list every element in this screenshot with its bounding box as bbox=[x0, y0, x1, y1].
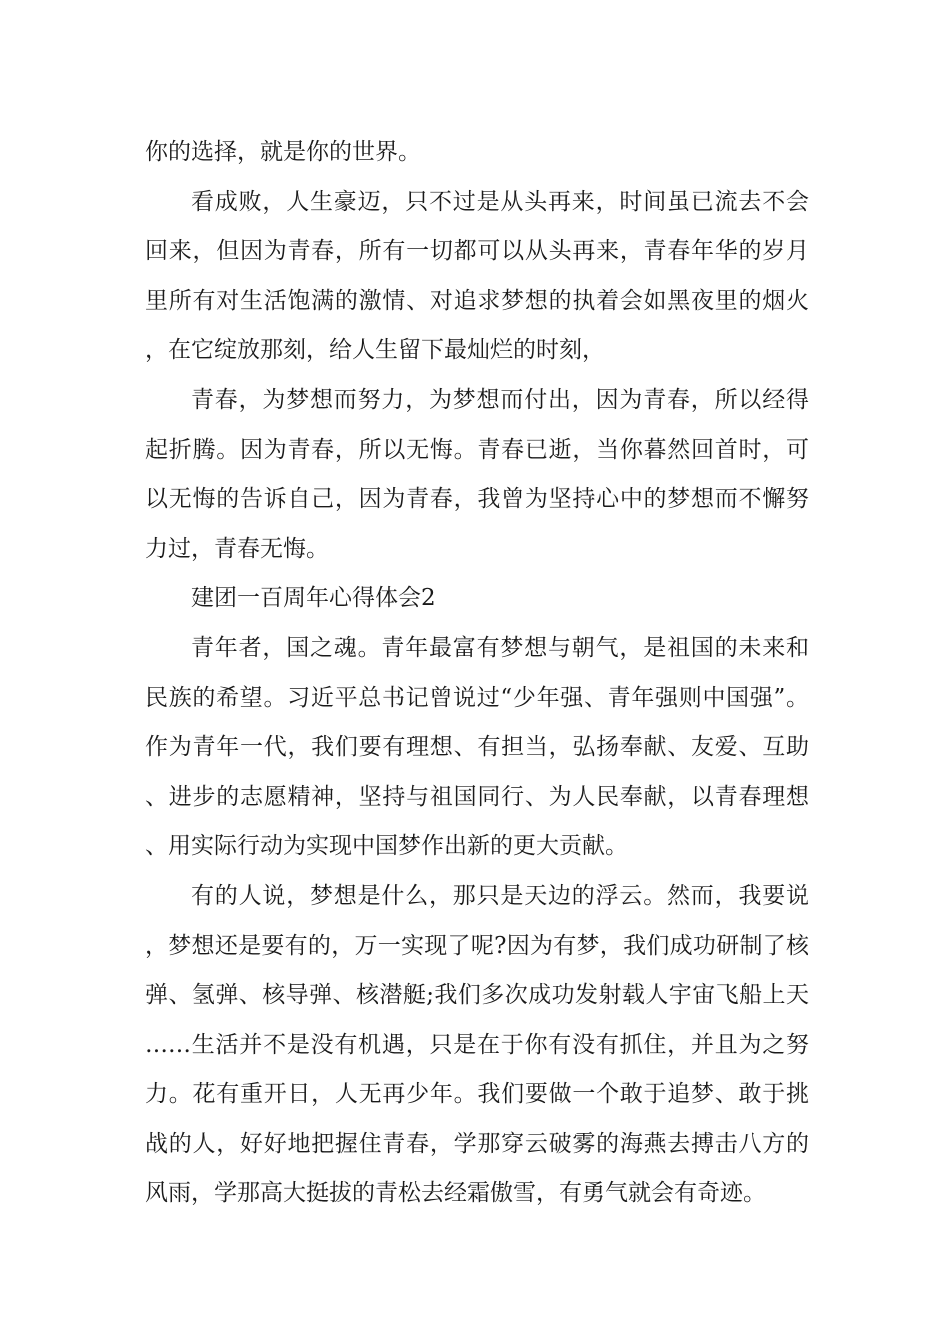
paragraph-5: 有的人说，梦想是什么，那只是天边的浮云。然而，我要说，梦想还是要有的，万一实现了呢?因为有梦，我们成功研制了核弹、氢弹、核导弹、核潜艇;我们多次成功发射载人宇宙飞船上天……生活并不是没有机遇，只是在于你有没有抓住，并且为之努力。花有重开日，人无再少年。我们要做一个敢于追梦、敢于挑战的人，好好地把握住青春，学那穿云破雾的海燕去搏击八方的风雨，学那高大挺拔的青松去经霜傲雪，有勇气就会有奇迹。 bbox=[145, 882, 809, 1207]
paragraph-4: 青年者，国之魂。青年最富有梦想与朝气，是祖国的未来和民族的希望。习近平总书记曾说过“少年强、青年强则中国强”。作为青年一代，我们要有理想、有担当，弘扬奉献、友爱、互助、进步的志愿精神，坚持与祖国同行、为人民奉献，以青春理想、用实际行动为实现中国梦作出新的更大贡献。 bbox=[145, 634, 809, 860]
section-heading: 建团一百周年心得体会2 bbox=[191, 585, 436, 612]
document-body bbox=[145, 128, 809, 1219]
paragraph-3: 青春，为梦想而努力，为梦想而付出，因为青春，所以经得起折腾。因为青春，所以无悔。青春已逝，当你暮然回首时，可以无悔的告诉自己，因为青春，我曾为坚持心中的梦想而不懈努力过，青春无悔。 bbox=[145, 386, 809, 562]
paragraph-1: 你的选择，就是你的世界。 bbox=[145, 139, 421, 165]
paragraph-2: 看成败，人生豪迈，只不过是从头再来，时间虽已流去不会回来，但因为青春，所有一切都可以从头再来，青春年华的岁月里所有对生活饱满的激情、对追求梦想的执着会如黑夜里的烟火，在它绽放那刻，给人生留下最灿烂的时刻， bbox=[145, 188, 809, 364]
